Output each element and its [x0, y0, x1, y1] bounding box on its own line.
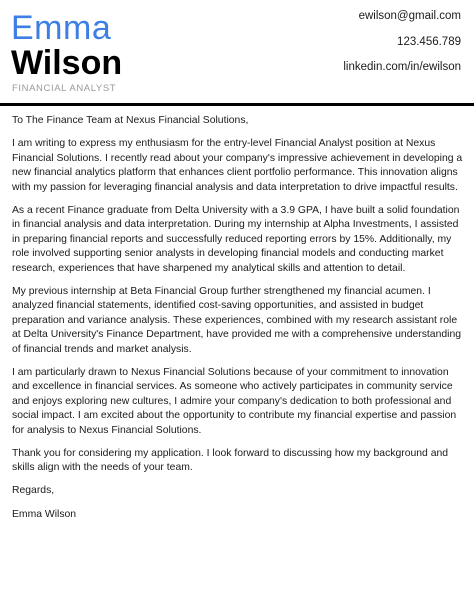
- body-paragraph: Thank you for considering my application. I look forward to discussing how my background and skills align with the needs of your team.: [12, 447, 449, 473]
- job-title: FINANCIAL ANALYST: [12, 83, 117, 94]
- greeting: To The Finance Team at Nexus Financial Solutions,: [12, 115, 249, 126]
- letter-body: [12, 114, 464, 531]
- contact-info: [343, 10, 461, 87]
- body-paragraph: I am particularly drawn to Nexus Financial Solutions because of your commitment to innovation and excellence in financial services. As someone who actively participates in community service and enjoys exploring new cultures, I admire your company's dedication to both professional and social impact. I am excited about the opportunity to contribute my financial expertise and passion for analysis to Nexus Financial Solutions.: [12, 366, 457, 436]
- first-name: Emma: [11, 9, 112, 47]
- header-divider: [0, 103, 474, 106]
- closing: Regards,: [12, 485, 55, 496]
- signature: Emma Wilson: [12, 508, 77, 520]
- body-paragraph: My previous internship at Beta Financial Group further strengthened my financial acumen. I analyzed financial statements, identified cost-saving opportunities, and assisted in budget preparation and variance analysis. These experiences, combined with my research assistant role at Delta University's Finance Department, have provided me with a comprehensive understanding of financial trends and market analysis.: [12, 285, 462, 355]
- letter-header: [0, 0, 474, 106]
- body-paragraph: I am writing to express my enthusiasm for the entry-level Financial Analyst position at Nexus Financial Solutions. I recently read about your company's impressive achievement in developing a new financial analytics platform that enhances client portfolio performance. This innovation aligns with my passion for leveraging financial analysis and data interpretation to drive impactful results.: [12, 138, 463, 193]
- contact-linkedin: linkedin.com/in/ewilson: [343, 61, 461, 73]
- contact-email: ewilson@gmail.com: [358, 10, 461, 22]
- contact-phone: 123.456.789: [397, 35, 461, 48]
- body-paragraph: As a recent Finance graduate from Delta University with a 3.9 GPA, I have built a solid foundation in financial analysis and data interpretation. During my internship at Alpha Investments, I assisted in preparing financial reports and successfully reduced reporting errors by 15%. Additionally, my role involved supporting senior analysts in developing financial models and conducting market research, experiences that have sharpened my analytical skills and attention to detail.: [12, 204, 460, 274]
- last-name: Wilson: [11, 44, 123, 82]
